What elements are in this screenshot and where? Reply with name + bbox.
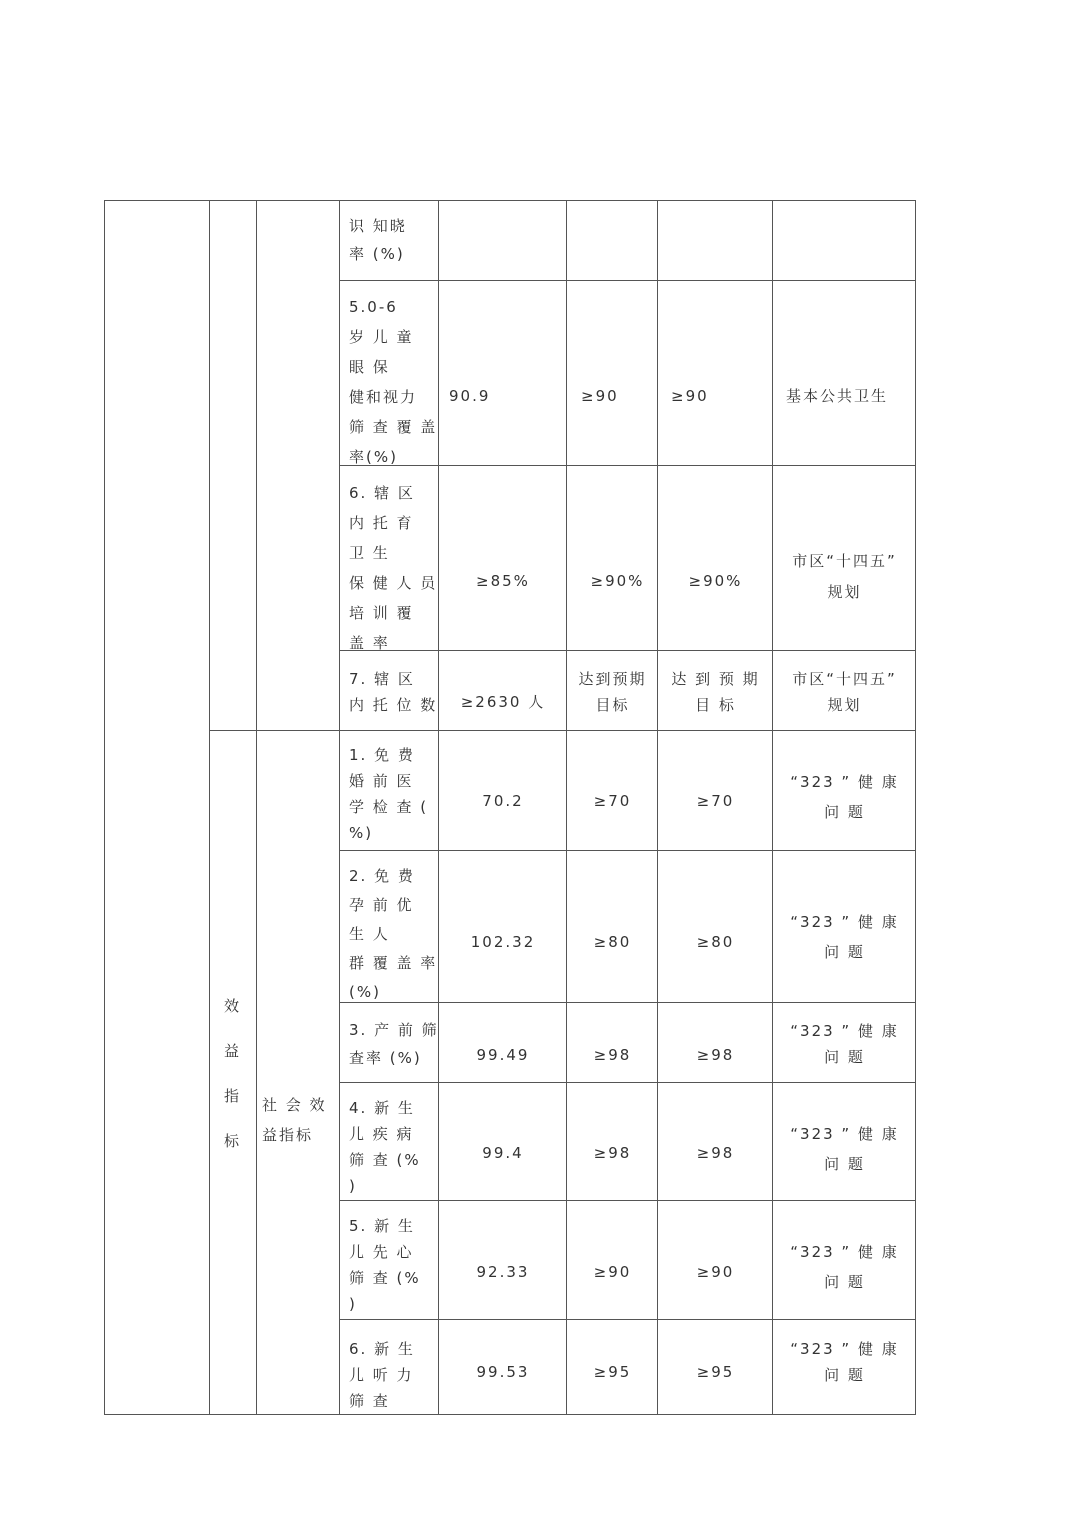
category-label-benefit: 效 益 指 标 xyxy=(223,997,241,1150)
basis-value: “323 ” 健 康 问 题 xyxy=(790,1022,899,1066)
indicator-cell: 1. 免 费 婚 前 医 学 检 查 ( %) xyxy=(349,746,429,842)
indicator-cell: 5. 新 生 儿 先 心 筛 查 (% ) xyxy=(349,1217,421,1313)
subcategory-label-social: 社 会 效 益指标 xyxy=(262,1096,327,1144)
indicator-cell: 2. 免 费 孕 前 优 生 人 群 覆 盖 率 (%) xyxy=(349,867,438,1001)
actual-value: 90.9 xyxy=(449,387,491,405)
actual-value: 99.4 xyxy=(482,1144,524,1162)
actual-value: 102.32 xyxy=(470,933,536,951)
basis-value: “323 ” 健 康 问 题 xyxy=(790,1243,899,1291)
indicator-cell: 6. 新 生 儿 听 力 筛 查 xyxy=(349,1340,415,1410)
indicator-cell: 5.0-6 岁 儿 童 眼 保 健和视力 筛 查 覆 盖 率(%) xyxy=(349,298,438,466)
indicator-cell: 7. 辖 区 内 托 位 数 xyxy=(349,670,438,714)
target-value: ≥98 xyxy=(593,1144,632,1162)
basis-value: “323 ” 健 康 问 题 xyxy=(790,913,899,961)
target-value: ≥95 xyxy=(593,1363,632,1381)
target-next-value: ≥98 xyxy=(696,1046,735,1064)
target-value: ≥90% xyxy=(590,572,645,590)
target-next-value: ≥95 xyxy=(696,1363,735,1381)
basis-value: 市区“十四五” 规划 xyxy=(792,552,897,601)
target-next-value: ≥90 xyxy=(671,387,709,405)
indicator-cell: 6. 辖 区 内 托 育 卫 生 保 健 人 员 培 训 覆 盖 率 xyxy=(349,484,438,652)
actual-value: 92.33 xyxy=(476,1263,530,1281)
target-next-value: ≥70 xyxy=(696,792,735,810)
target-value: ≥90 xyxy=(593,1263,632,1281)
target-value: ≥98 xyxy=(593,1046,632,1064)
basis-value: “323 ” 健 康 问 题 xyxy=(790,773,899,821)
indicator-cell: 识 知晓 率 (%) xyxy=(349,217,407,263)
target-value: ≥90 xyxy=(581,387,619,405)
basis-value: 市区“十四五” 规划 xyxy=(792,670,897,714)
indicator-cell: 4. 新 生 儿 疾 病 筛 查 (% ) xyxy=(349,1099,421,1195)
actual-value: ≥85% xyxy=(476,572,530,590)
actual-value: 70.2 xyxy=(482,792,524,810)
target-next-value: ≥98 xyxy=(696,1144,735,1162)
basis-value: “323 ” 健 康 问 题 xyxy=(790,1340,899,1384)
target-next-value: 达 到 预 期 目 标 xyxy=(671,670,760,714)
target-next-value: ≥90 xyxy=(696,1263,735,1281)
indicator-cell: 3. 产 前 筛 查率 (%) xyxy=(349,1021,439,1067)
actual-value: ≥2630 人 xyxy=(460,693,546,711)
target-value: ≥70 xyxy=(593,792,632,810)
target-next-value: ≥80 xyxy=(696,933,735,951)
target-value: ≥80 xyxy=(593,933,632,951)
basis-value: “323 ” 健 康 问 题 xyxy=(790,1125,899,1173)
actual-value: 99.53 xyxy=(476,1363,530,1381)
basis-value: 基本公共卫生 xyxy=(786,387,889,405)
actual-value: 99.49 xyxy=(476,1046,530,1064)
target-next-value: ≥90% xyxy=(688,572,743,590)
target-value: 达到预期 目标 xyxy=(578,670,647,714)
